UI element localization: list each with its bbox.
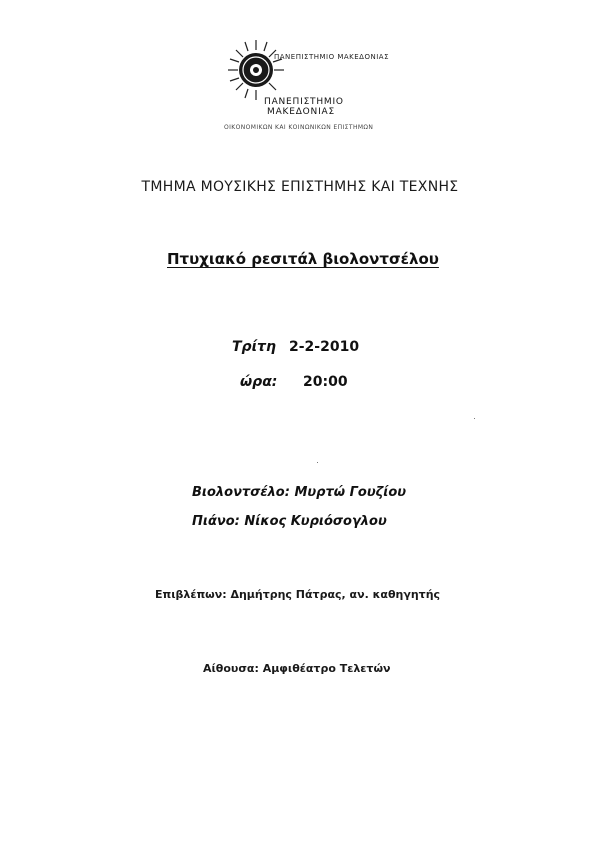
logo-top-text: ΠΑΝΕΠΙΣΤΗΜΙΟ ΜΑΚΕΔΟΝΙΑΣ — [274, 53, 389, 61]
performer-piano: Πιάνο: Νίκος Κυριόσογλου — [192, 514, 387, 529]
event-time-label: ώρα: — [240, 374, 278, 390]
performer-cello: Βιολοντσέλο: Μυρτώ Γουζίου — [192, 485, 407, 500]
scan-speck — [317, 462, 318, 463]
event-date: 2-2-2010 — [289, 339, 360, 355]
recital-title: Πτυχιακό ρεσιτάλ βιολοντσέλου — [167, 250, 439, 268]
event-time: 20:00 — [303, 374, 348, 390]
logo-university-name-line1: ΠΑΝΕΠΙΣΤΗΜΙΟ — [264, 97, 344, 107]
venue-line: Αίθουσα: Αμφιθέατρο Τελετών — [203, 662, 391, 675]
scan-speck — [474, 418, 475, 419]
supervisor-line: Επιβλέπων: Δημήτρης Πάτρας, αν. καθηγητής — [155, 588, 441, 601]
logo-subtitle: ΟΙΚΟΝΟΜΙΚΩΝ ΚΑΙ ΚΟΙΝΩΝΙΚΩΝ ΕΠΙΣΤΗΜΩΝ — [224, 124, 374, 131]
department-heading: ΤΜΗΜΑ ΜΟΥΣΙΚΗΣ ΕΠΙΣΤΗΜΗΣ ΚΑΙ ΤΕΧΝΗΣ — [141, 179, 459, 195]
university-seal-logo — [226, 38, 286, 102]
event-day: Τρίτη — [232, 339, 276, 355]
logo-university-name-line2: ΜΑΚΕΔΟΝΙΑΣ — [267, 107, 335, 117]
